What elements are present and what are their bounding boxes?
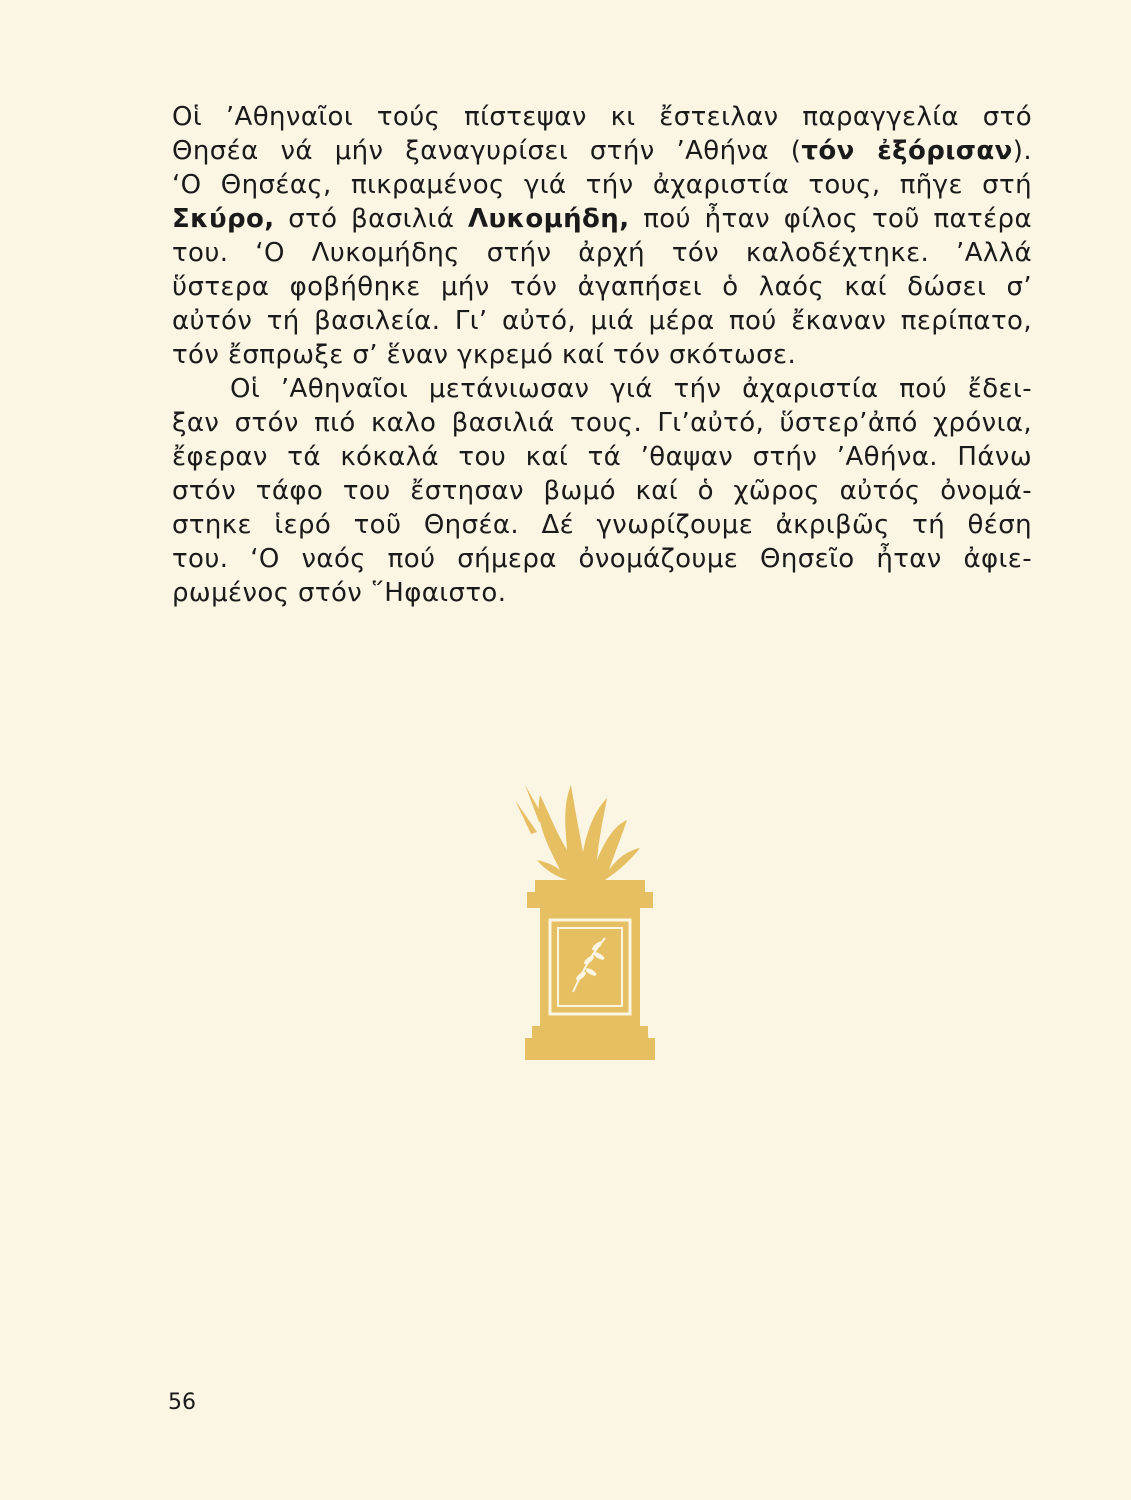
altar-fire-icon [505, 780, 670, 1065]
text-line: τόν ἔσπρωξε σ’ ἕναν γκρεμό καί τόν σκότωσε. [172, 340, 797, 370]
text-segment: στό βασιλιά [274, 204, 468, 234]
text-segment: πού ἦταν φίλος τοῦ πατέρα [629, 204, 1032, 234]
text-line: του. ‘Ο Λυκομήδης στήν ἀρχή τόν καλοδέχτηκε. ’Αλλά [172, 238, 1032, 268]
text-line: στηκε ἱερό τοῦ Θησέα. Δέ γνωρίζουμε ἀκριβῶς τή θέση [172, 510, 1032, 540]
text-segment: ). [1012, 136, 1032, 166]
text-line: ‘Ο Θησέας, πικραμένος γιά τήν ἀχαριστία τους, πῆγε στή [172, 170, 1032, 200]
text-line [172, 202, 1032, 236]
page-number: 56 [168, 1390, 196, 1415]
text-line: ὕστερα φοβήθηκε μήν τόν ἀγαπήσει ὁ λαός καί δώσει σ’ [172, 272, 1032, 302]
text-line: Οἱ ’Αθηναῖοι μετάνιωσαν γιά τήν ἀχαριστία πού ἔδει- [230, 374, 1032, 404]
bold-term-skyros: Σκύρο, [172, 204, 275, 234]
text-line: ξαν στόν πιό καλο βασιλιά τους. Γι’αὐτό, ὕστερ’ἀπό χρόνια, [172, 408, 1032, 438]
text-line: Οἱ ’Αθηναῖοι τούς πίστεψαν κι ἔστειλαν παραγγελία στό [172, 102, 1032, 132]
paragraph-1 [172, 100, 1032, 372]
paragraph-2-continued [172, 406, 1032, 610]
text-line: στόν τάφο του ἔστησαν βωμό καί ὁ χῶρος αὐτός ὀνομά- [172, 476, 1032, 506]
text-line [172, 134, 1032, 168]
text-line: ἔφεραν τά κόκαλά του καί τά ’θαψαν στήν ’Αθήνα. Πάνω [172, 442, 1032, 472]
bold-term-lycomedes: Λυκομήδη, [467, 204, 630, 234]
text-line: του. ‘Ο ναός πού σήμερα ὀνομάζουμε Θησεῖο ἦταν ἀφιε- [172, 544, 1032, 574]
body-text [172, 100, 1032, 610]
text-line: ρωμένος στόν ῞Ηφαιστο. [172, 578, 507, 608]
bold-term-exiled: τόν ἐξόρισαν [801, 136, 1013, 166]
text-line: αὐτόν τή βασιλεία. Γι’ αὐτό, μιά μέρα πού ἔκαναν περίπατο, [172, 306, 1032, 336]
paragraph-2 [172, 372, 1032, 406]
text-segment: Θησέα νά μήν ξαναγυρίσει στήν ’Αθήνα ( [172, 136, 802, 166]
